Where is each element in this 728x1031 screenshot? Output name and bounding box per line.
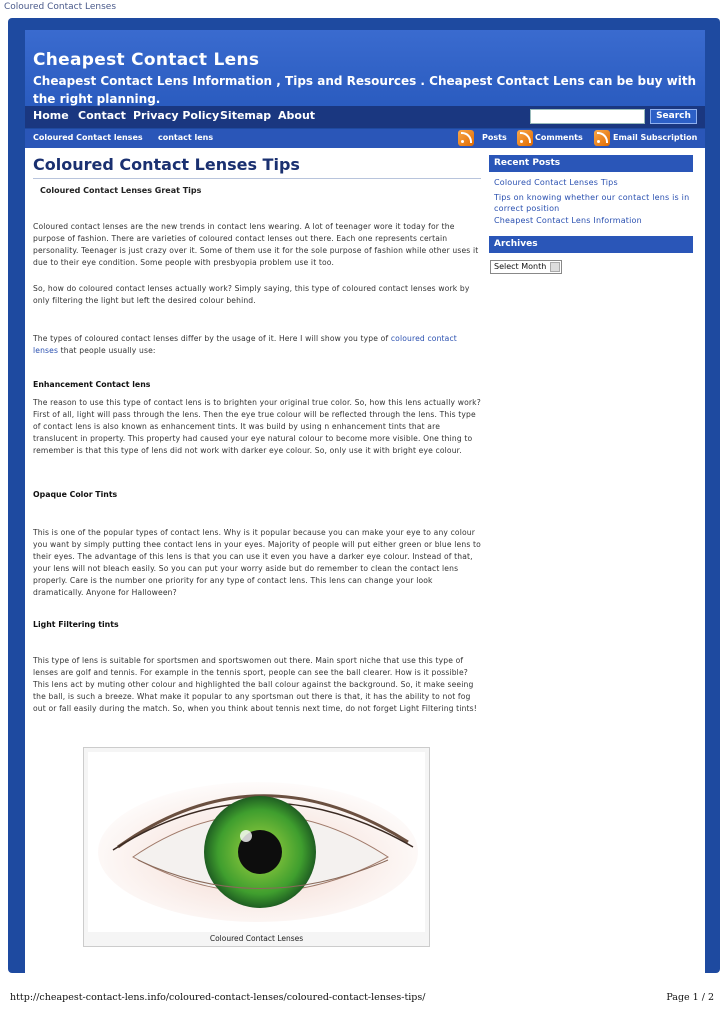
paragraph: The reason to use this type of contact lens is to brighten your original true color. So, how this lens actually work? First of all, light will pass through the lens. Then the eye true colour will be reflected through the lens. This type of contact lens is also known as enhancement tints. It was build by using n enhancement tints that are translucent in property. This property had caused your eye natural colour to become more visible. One thing to remember is that this type of lens did not work with darker eye colour. So, only use it with bright eye colour. [33,398,481,455]
image-caption: Coloured Contact Lenses [209,934,304,943]
section-heading: Enhancement Contact lens [33,380,151,389]
posts-feed-link[interactable]: Posts [482,133,507,142]
nav-about[interactable]: About [278,109,316,122]
paragraph: This type of lens is suitable for sportsmen and sportswomen out there. Main sport niche that use this type of lenses are golf and tennis. For example in the tennis sport, people can see the ball clearer. How is it possible? This lens act by muting other colour and highlighted the ball colour against the background. So, it make seeing the ball, is such a breeze. What make it popular to any sportsman out there is that, it has the ability to not fog out or fall easily during the match. So, when you think about tennis next time, do not forget Light Filtering tints! [33,656,477,713]
archives-dropdown[interactable] [490,260,562,274]
eye-figure [83,747,430,947]
eye-image [88,752,425,932]
paragraph-text: The types of coloured contact lenses differ by the usage of it. Here I will show you type of [33,334,391,343]
category-bar [25,129,705,148]
recent-post-link[interactable]: Cheapest Contact Lens Information [494,216,642,225]
rss-icon[interactable] [458,130,474,146]
paragraph: Coloured contact lenses are the new trends in contact lens wearing. A lot of teenager wore it today for the purpose of fashion. There are varieties of coloured contact lenses out there. Each one represents certain personality. Teenager is just crazy over it. Some of them use it for the sole purpose of fashion while other uses it due to their eye condition. Some people with presbyopia problem use it too. [33,222,479,267]
page-number: Page 1 / 2 [666,992,714,1003]
recent-post-link[interactable]: Coloured Contact Lenses Tips [494,178,618,187]
category-coloured-contact-lenses[interactable]: Coloured Contact lenses [33,133,143,142]
paragraph-text: that people usually use: [58,346,156,355]
nav-privacy-policy[interactable]: Privacy Policy [133,109,220,122]
rss-icon[interactable] [517,130,533,146]
site-title[interactable]: Cheapest Contact Lens [33,50,260,70]
tab-title: Coloured Contact Lenses [4,2,117,12]
recent-posts-heading: Recent Posts [489,155,693,172]
sidebar [485,148,705,973]
email-subscription-link[interactable]: Email Subscription [613,133,698,142]
paragraph [33,333,483,357]
archives-heading: Archives [489,236,693,253]
footer-url: http://cheapest-contact-lens.info/coloured-contact-lenses/coloured-contact-lenses-tips/ [10,992,426,1003]
category-contact-lens[interactable]: contact lens [158,133,214,142]
chevron-down-icon [550,262,560,272]
site-description: Cheapest Contact Lens Information , Tips and Resources . Cheapest Contact Lens can be buy with the right planning. [33,74,697,106]
section-heading: Light Filtering tints [33,620,119,629]
post-title[interactable]: Coloured Contact Lenses Tips [33,155,300,174]
search-button[interactable]: Search [650,109,697,124]
main-nav [25,106,705,128]
comments-feed-link[interactable]: Comments [535,133,583,142]
archives-dropdown-value: Select Month [494,262,547,271]
nav-contact[interactable]: Contact [78,109,126,122]
paragraph: So, how do coloured contact lenses actually work? Simply saying, this type of coloured contact lenses work by only filtering the light but left the desired colour behind. [33,284,470,305]
section-heading: Opaque Color Tints [33,490,118,499]
site-header [25,30,705,108]
nav-home[interactable]: Home [33,109,69,122]
title-divider [33,178,481,179]
post-subtitle: Coloured Contact Lenses Great Tips [40,186,202,195]
search-input[interactable] [530,109,645,124]
nav-sitemap[interactable]: Sitemap [220,109,272,122]
paragraph: This is one of the popular types of contact lens. Why is it popular because you can make your eye to any colour you want by simply putting thee contact lens in your eyes. Majority of people will put either green or blue lens to their eyes. The advantage of this lens is that you can use it even you have a darker eye colour. Instead of that, your lens will not bleach easily. So you can put your worry aside but do remember to clean the contact lens properly. Care is the number one priority for any type of contact lens. This lens can change your look dramatically. Anyone for Halloween? [33,528,481,597]
recent-post-link[interactable]: Tips on knowing whether our contact lens is in correct position [494,193,690,213]
coloured-contact-lenses-link[interactable]: coloured contact lenses [33,334,457,355]
post-content [25,148,485,973]
rss-icon[interactable] [594,130,610,146]
